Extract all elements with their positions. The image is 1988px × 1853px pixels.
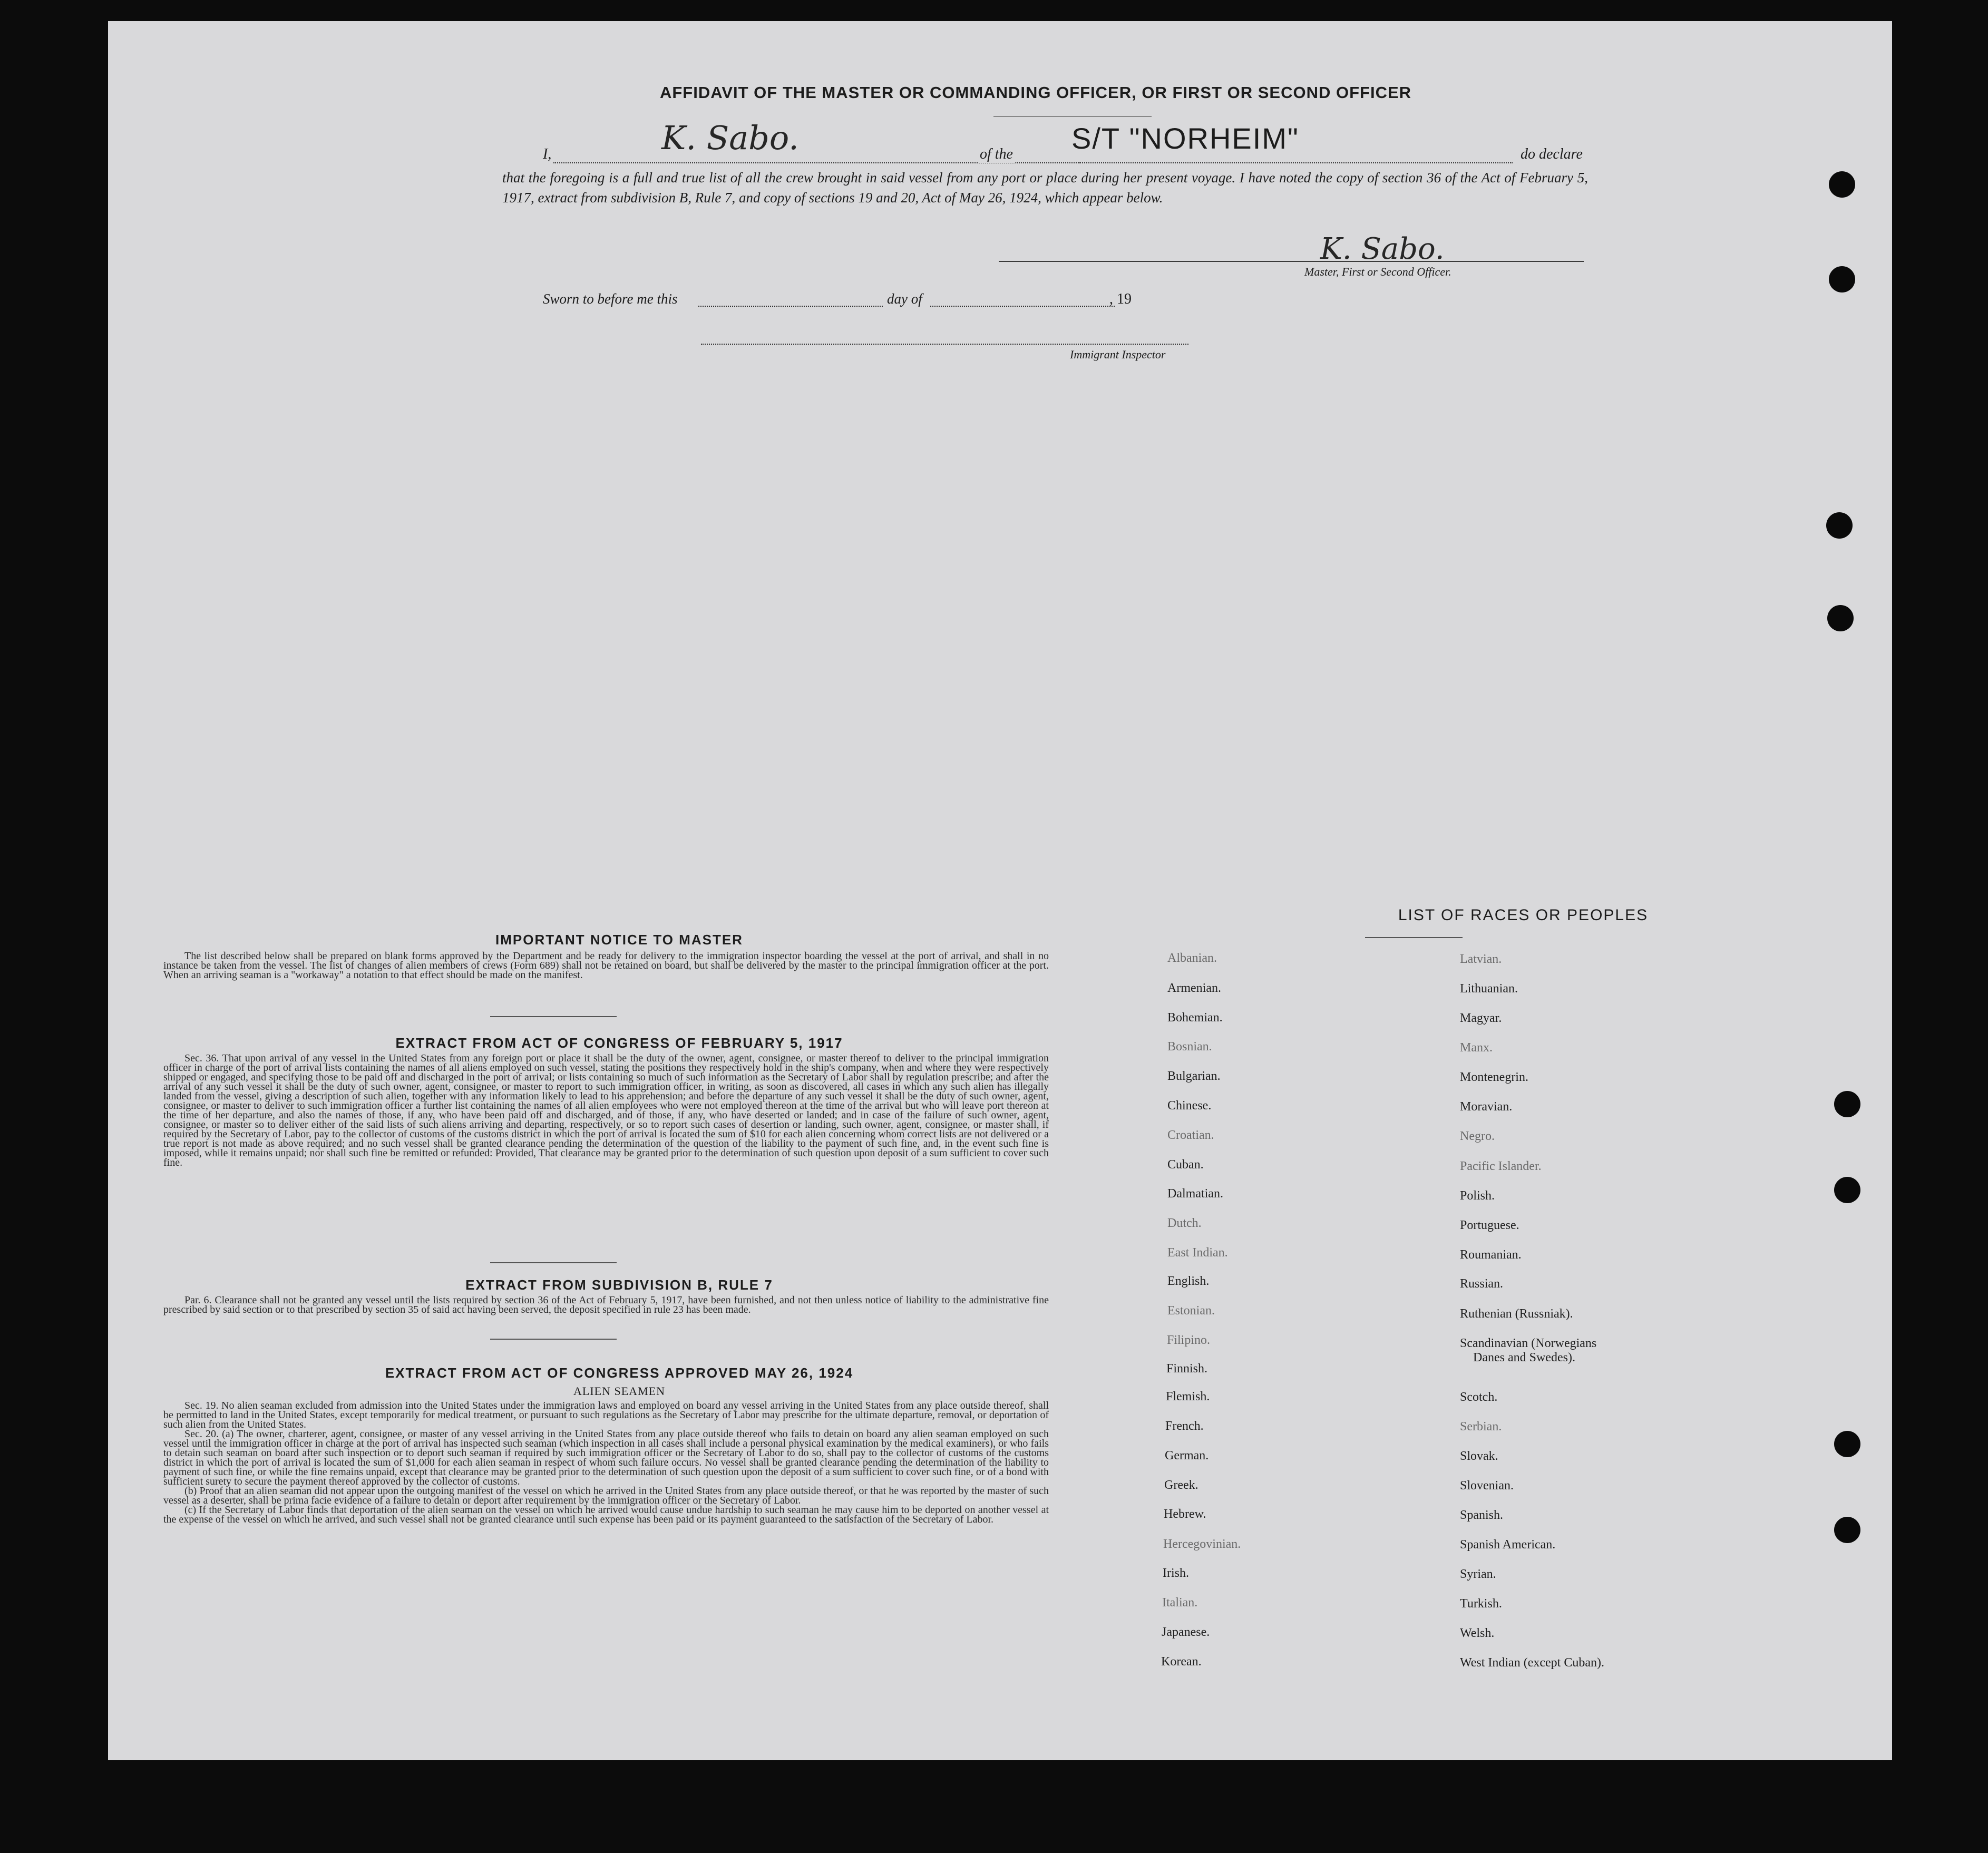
of-the-label: of the	[978, 146, 1015, 163]
affidavit-title: AFFIDAVIT OF THE MASTER OR COMMANDING OFFICER, OR FIRST OR SECOND OFFICER	[659, 83, 1412, 102]
race-item: Roumanian.	[1460, 1248, 1522, 1262]
race-item: Lithuanian.	[1460, 982, 1518, 996]
race-item: Estonian.	[1167, 1304, 1215, 1318]
race-item: Polish.	[1460, 1189, 1495, 1203]
race-item: Hercegovinian.	[1163, 1537, 1241, 1551]
race-item: Armenian.	[1167, 981, 1221, 995]
manifest-page	[108, 21, 1892, 1760]
year-label: , 19	[1109, 291, 1132, 307]
race-item: Scotch.	[1460, 1390, 1498, 1404]
race-item: French.	[1165, 1419, 1204, 1433]
signer-name: K. Sabo.	[661, 119, 799, 157]
race-item: Russian.	[1460, 1277, 1504, 1291]
extract-1917-paragraph: Sec. 36. That upon arrival of any vessel in the United States from any foreign port or place it shall be the duty of the owner, agent, consignee, or master thereof to deliver to the principal immigration officer in charge of the port of arrival lists containing the names of all aliens employed on such vessel, stating the positions they respectively hold in the ship's company, when and where they were respectively shipped or engaged, and specifying those to be paid off and discharged in the port of arrival; or lists containing so much of such information as the Secretary of Labor shall by regulation prescribe; and after the arrival of any such vessel it shall be the duty of such owner, agent, consignee, or master to report to such immigration officer, in writing, as soon as discovered, all cases in which any such alien has illegally landed from the vessel, giving a description of such alien, together with any information likely to lead to his apprehension; and before the departure of any such vessel it shall be the duty of such owner, agent, consignee, or master to deliver to such immigration officer a further list containing the names of all alien employees who were not employed thereon at the time of the arrival but who will leave port thereon at the time of her departure, and also the names of those, if any, who have been paid off and discharged, and of those, if any, who have deserted or landed; and in case of the failure of such owner, agent, consignee, or master so to deliver either of the said lists of such aliens arriving and departing, respectively, or so to report such cases of desertion or landing, such owner, agent, consignee, or master shall, if required by the Secretary of Labor, pay to the collector of customs of the customs district in which the port of arrival is located the sum of $10 for each alien concerning whom correct lists are not delivered or a true report is not made as above required; and no such vessel shall be granted clearance pending the determination of the question of the liability to the payment of such fine, and, in the event such fine is imposed, while it remains unpaid; nor shall such fine be remitted or refunded: Provided, That clearance may be granted prior to the determination of such question upon deposit of a sum sufficient to cover such fine.	[163, 1052, 1049, 1168]
race-item: Bosnian.	[1167, 1040, 1212, 1054]
race-item: Chinese.	[1167, 1099, 1212, 1113]
sec-19-paragraph: Sec. 19. No alien seaman excluded from admission into the United States under the immigration laws and employed on board any vessel arriving in the United States from any place outside thereof, shall be permitted to land in the United States, except temporarily for medical treatment, or pursuant to such regulations as the Secretary of Labor may prescribe for the ultimate departure, removal, or deportation of such alien from the United States.	[163, 1400, 1049, 1430]
signature-line	[999, 261, 1584, 262]
binder-hole-1	[1829, 171, 1855, 198]
race-item: Greek.	[1164, 1478, 1198, 1492]
race-item: Ruthenian (Russniak).	[1460, 1307, 1573, 1321]
race-item: German.	[1165, 1449, 1209, 1462]
notice-text	[163, 951, 1049, 980]
race-item: Albanian.	[1167, 951, 1217, 965]
race-item: Flemish.	[1166, 1390, 1210, 1403]
race-item: Italian.	[1162, 1596, 1198, 1610]
extract-1917-text	[163, 1054, 1049, 1167]
notice-heading: IMPORTANT NOTICE TO MASTER	[495, 932, 743, 948]
alien-seamen-subheading: ALIEN SEAMEN	[573, 1384, 665, 1398]
race-item: Moravian.	[1460, 1100, 1513, 1114]
race-item: Dutch.	[1167, 1216, 1202, 1230]
separator-1	[490, 1016, 617, 1017]
sworn-month-line	[930, 306, 1115, 307]
race-item: Syrian.	[1460, 1567, 1496, 1581]
race-item: Scandinavian (Norwegians	[1460, 1337, 1597, 1350]
race-item: Slovenian.	[1460, 1479, 1514, 1493]
race-item: Bulgarian.	[1167, 1069, 1221, 1083]
race-item: East Indian.	[1167, 1246, 1228, 1260]
race-item: Dalmatian.	[1167, 1187, 1223, 1201]
races-heading-rule	[1365, 937, 1463, 938]
race-item: Finnish.	[1166, 1362, 1208, 1376]
binder-hole-7	[1834, 1431, 1860, 1457]
race-item: Manx.	[1460, 1041, 1493, 1055]
extract-1917-heading: EXTRACT FROM ACT OF CONGRESS OF FEBRUARY 5, 1917	[395, 1035, 843, 1051]
sworn-label: Sworn to before me this	[543, 291, 678, 307]
race-item: Negro.	[1460, 1129, 1495, 1143]
race-item: Turkish.	[1460, 1597, 1502, 1611]
race-item: Korean.	[1161, 1655, 1202, 1669]
sworn-day-line	[698, 306, 883, 307]
inspector-line	[701, 344, 1188, 345]
races-heading: LIST OF RACES OR PEOPLES	[1398, 906, 1649, 924]
signature-caption: Master, First or Second Officer.	[1304, 265, 1451, 278]
race-item: Portuguese.	[1460, 1218, 1519, 1232]
vessel-line	[1017, 162, 1513, 163]
race-item: Bohemian.	[1167, 1011, 1223, 1025]
extract-rule7-paragraph: Par. 6. Clearance shall not be granted any vessel until the lists required by section 36 of the Act of February 5, 1917, have been furnished, and not then unless notice of liability to the administrative fine prescribed by said section or to that prescribed by section 35 of said act having been served, the deposit specified in rule 23 has been made.	[163, 1294, 1049, 1315]
race-item: English.	[1167, 1274, 1210, 1288]
race-item: Croatian.	[1167, 1128, 1214, 1142]
binder-hole-8	[1834, 1517, 1860, 1543]
race-item: Welsh.	[1460, 1626, 1495, 1640]
race-item: Filipino.	[1167, 1333, 1211, 1347]
separator-3	[490, 1339, 617, 1340]
sec-20c-paragraph: (c) If the Secretary of Labor finds that deportation of the alien seaman on the vessel on which he arrived would cause undue hardship to such seaman he may cause him to be deported on another vessel at the expense of the vessel on which he arrived, and such vessel shall not be granted clearance until such expense has been paid or its payment guaranteed to the satisfaction of the Secretary of Labor.	[163, 1504, 1049, 1525]
extract-1924-text	[163, 1401, 1049, 1524]
sec-20a-paragraph: Sec. 20. (a) The owner, charterer, agent, consignee, or master of any vessel arriving in the United States from any place outside thereof who fails to detain on board any alien seaman employed on such vessel until the immigration officer in charge at the port of arrival has inspected such seaman (which inspection in all cases shall include a personal physical examination by the medical examiners), or who fails to detain such seaman on board after such inspection or to deport such seaman if required by such immigration officer or the Secretary of Labor to do so, shall pay to the collector of customs of the customs district in which the port of arrival is located the sum of $1,000 for each alien seaman in respect of whom such failure occurs. No vessel shall be granted clearance pending the determination of the liability to payment of such fine, or while the fine remains unpaid, except that clearance may be granted prior to the determination of such question upon the deposit of a sum sufficient to cover such fine, or of a bond with sufficient surety to secure the payment thereof approved by the collector of customs.	[163, 1428, 1049, 1487]
race-item: Irish.	[1163, 1566, 1189, 1580]
title-underline	[993, 116, 1152, 117]
separator-2	[490, 1262, 617, 1263]
race-item: Cuban.	[1167, 1158, 1204, 1172]
race-item: West Indian (except Cuban).	[1460, 1656, 1604, 1670]
race-item: Hebrew.	[1164, 1507, 1206, 1521]
inspector-caption: Immigrant Inspector	[1070, 348, 1166, 361]
sec-20b-paragraph: (b) Proof that an alien seaman did not appear upon the outgoing manifest of the vessel on which he arrived in the United States from any place outside thereof, or that he was reported by the master of such vessel as a deserter, shall be prima facie evidence of a failure to detain or deport after requirement by the immigration officer or the Secretary of Labor.	[163, 1485, 1049, 1506]
extract-rule7-text	[163, 1295, 1049, 1314]
race-item: Danes and Swedes).	[1473, 1351, 1575, 1364]
binder-hole-2	[1829, 266, 1855, 292]
race-item: Montenegrin.	[1460, 1070, 1528, 1084]
notice-paragraph: The list described below shall be prepared on blank forms approved by the Department and be ready for delivery to the immigration inspector boarding the vessel at the port of arrival, and shall in no instance be taken from the vessel. The list of changes of alien members of crews (Form 689) shall not be retained on board, but shall be delivered by the master to the principal immigration officer at the port. When an arriving seaman is a "workaway" a notation to that effect should be made on the manifest.	[163, 950, 1049, 981]
race-item: Spanish American.	[1460, 1538, 1556, 1552]
affidavit-body: that the foregoing is a full and true list of all the crew brought in said vessel from any port or place during her present voyage. I have noted the copy of section 36 of the Act of February 5, 1917, extract from subdivision B, Rule 7, and copy of sections 19 and 20, Act of May 26, 1924, which appear below.	[502, 170, 1588, 206]
day-of-label: day of	[887, 291, 922, 307]
race-item: Slovak.	[1460, 1449, 1498, 1463]
race-item: Spanish.	[1460, 1508, 1504, 1522]
race-item: Pacific Islander.	[1460, 1159, 1542, 1173]
vessel-name: S/T "NORHEIM"	[1071, 122, 1299, 155]
race-item: Latvian.	[1460, 952, 1502, 966]
binder-hole-6	[1834, 1177, 1860, 1203]
do-declare-label: do declare	[1521, 146, 1583, 162]
extract-1924-heading: EXTRACT FROM ACT OF CONGRESS APPROVED MAY 26, 1924	[385, 1365, 854, 1381]
officer-signature: K. Sabo.	[1320, 232, 1445, 266]
race-item: Japanese.	[1162, 1625, 1210, 1639]
extract-rule7-heading: EXTRACT FROM SUBDIVISION B, RULE 7	[465, 1277, 773, 1293]
binder-hole-5	[1834, 1091, 1860, 1117]
i-label: I,	[543, 146, 552, 162]
binder-hole-3	[1826, 512, 1853, 539]
race-item: Magyar.	[1460, 1011, 1502, 1025]
binder-hole-4	[1827, 605, 1854, 631]
race-item: Serbian.	[1460, 1420, 1502, 1433]
